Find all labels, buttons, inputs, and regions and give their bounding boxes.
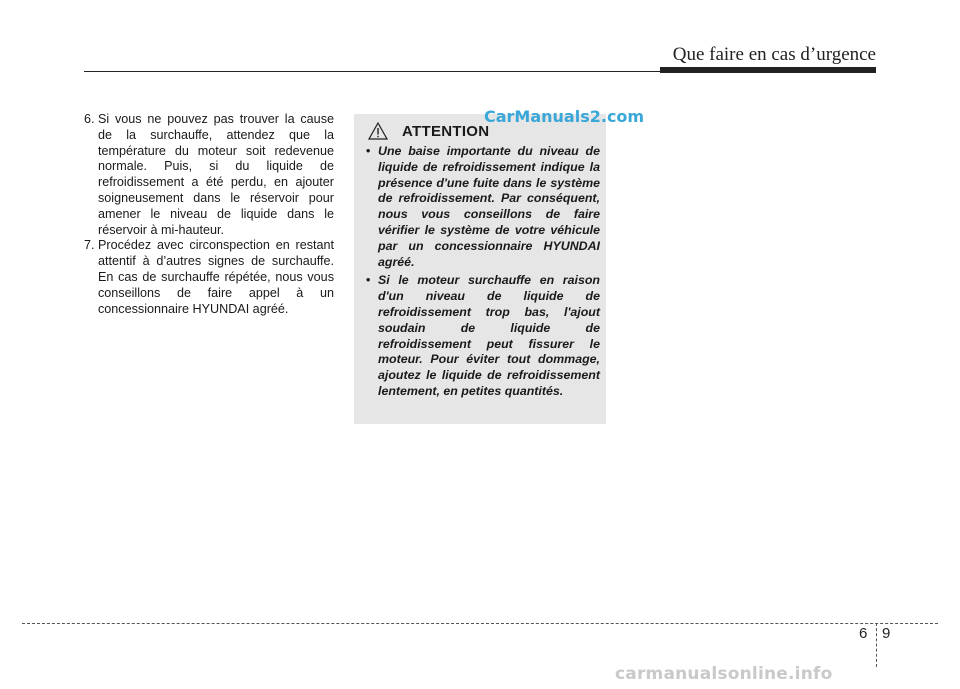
section-number: 6 xyxy=(859,625,868,642)
warning-item xyxy=(366,144,600,270)
page-header-title: Que faire en cas d’urgence xyxy=(672,44,876,65)
warning-box xyxy=(354,114,606,424)
header-rule-accent xyxy=(660,67,876,73)
bullet: • xyxy=(366,144,371,158)
footer-rule xyxy=(22,623,938,624)
item-number: 6. xyxy=(84,112,95,126)
item-number: 7. xyxy=(84,238,95,253)
warning-header xyxy=(368,122,489,140)
warning-item-text: Si le moteur surchauffe en raison d'un niveau de liquide de refroidissement trop bas, l'ajout soudain de liquide de refroidissement peut fissurer le moteur. Pour éviter tout dommage, ajoutez le liquide de refroidissement lentement, en petites quantités. xyxy=(378,273,600,398)
list-item xyxy=(84,238,334,317)
warning-item-text: Une baise importante du niveau de liquide de refroidissement indique la présence d'une fuite dans le système de refroidissement. Par conséquent, nous vous conseillons de faire vérifier le système de votre véhicule par un concessionnaire HYUNDAI agréé. xyxy=(378,144,600,269)
item-text: Si vous ne pouvez pas trouver la cause de la surchauffe, attendez que la température du moteur soit redevenue normale. Puis, si du liquide de refroidissement a été perdu, en ajouter soigneusement dans le réservoir pour amener le niveau de liquide dans le réservoir à mi-hauteur. xyxy=(98,112,334,237)
warning-triangle-icon xyxy=(368,122,388,140)
page-number-divider xyxy=(876,623,877,667)
header-rule xyxy=(84,71,660,72)
bullet: • xyxy=(366,273,371,288)
page-number: 9 xyxy=(882,625,891,642)
watermark-carmanuals2: CarManuals2.com xyxy=(484,107,645,126)
warning-item xyxy=(366,273,600,399)
instructions-column xyxy=(84,112,334,317)
watermark-carmanualsonline: carmanualsonline.info xyxy=(615,664,833,684)
item-text: Procédez avec circonspection en restant attentif à d’autres signes de surchauffe. En cas de surchauffe répétée, nous vous conseillons de faire appel à un concessionnaire HYUNDAI agréé. xyxy=(98,238,334,316)
list-item xyxy=(84,112,334,238)
warning-list xyxy=(366,144,600,403)
warning-title: ATTENTION xyxy=(402,122,490,140)
